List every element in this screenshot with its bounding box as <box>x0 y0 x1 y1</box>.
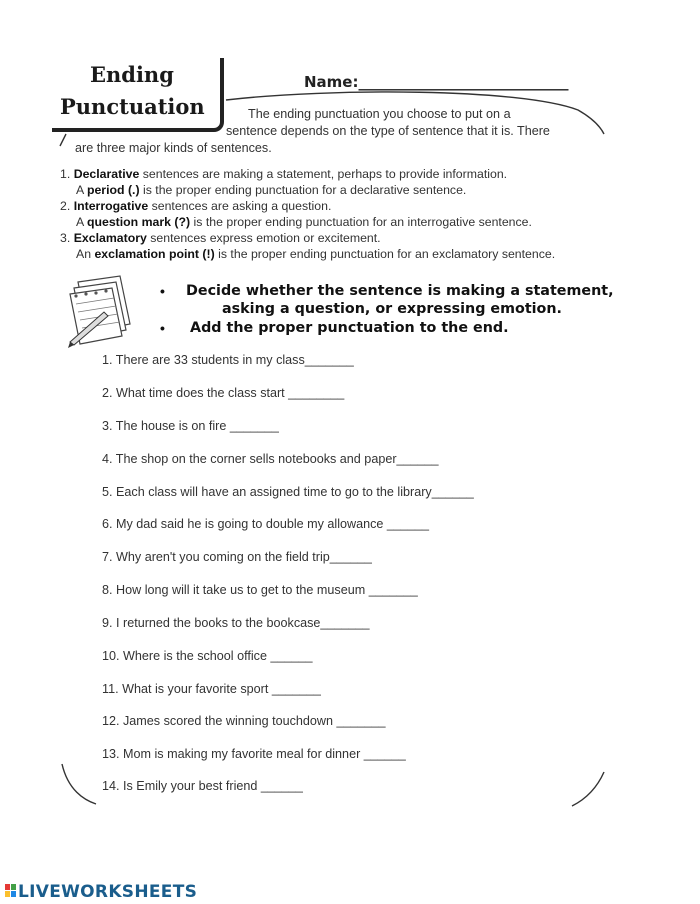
question-item[interactable]: 13. Mom is making my favorite meal for dinner ______ <box>102 747 406 761</box>
question-item[interactable]: 11. What is your favorite sport _______ <box>102 682 321 696</box>
liveworksheets-logo-icon <box>5 883 17 897</box>
instruction-line1: Decide whether the sentence is making a statement, <box>186 283 614 299</box>
question-item[interactable]: 1. There are 33 students in my class_______ <box>102 353 354 367</box>
question-item[interactable]: 8. How long will it take us to get to the museum _______ <box>102 583 418 597</box>
bullet-marker: • <box>160 320 165 336</box>
bullet-marker: • <box>160 283 165 299</box>
page-title-line1: Ending <box>90 62 174 87</box>
kind-post: is the proper ending punctuation for an interrogative sentence. <box>190 215 532 229</box>
intro-line3: are three major kinds of sentences. <box>75 141 272 155</box>
kind-desc: sentences are making a statement, perhaps to provide information. <box>139 167 508 181</box>
kind-pre: An <box>76 247 95 261</box>
page-title-line2: Punctuation <box>60 94 205 119</box>
kind-term: Exclamatory <box>73 231 147 245</box>
question-item[interactable]: 7. Why aren't you coming on the field trip______ <box>102 550 372 564</box>
question-item[interactable]: 10. Where is the school office ______ <box>102 649 313 663</box>
kind-post: is the proper ending punctuation for a declarative sentence. <box>139 183 467 197</box>
kind-number: 1. <box>60 167 71 181</box>
kind-term: Interrogative <box>73 199 149 213</box>
question-item[interactable]: 9. I returned the books to the bookcase_______ <box>102 616 370 630</box>
instruction-line3: Add the proper punctuation to the end. <box>190 320 509 336</box>
intro-line2: sentence depends on the type of sentence that it is. There <box>226 124 550 138</box>
kind-interrogative-mark <box>76 214 532 230</box>
intro-line1: The ending punctuation you choose to put on a <box>248 107 511 121</box>
kind-desc: sentences express emotion or excitement. <box>146 231 381 245</box>
kind-desc: sentences are asking a question. <box>148 199 332 213</box>
kind-number: 3. <box>60 231 71 245</box>
kind-term: Declarative <box>73 167 140 181</box>
question-item[interactable]: 3. The house is on fire _______ <box>102 419 279 433</box>
kind-interrogative <box>60 198 331 214</box>
liveworksheets-brand[interactable] <box>5 882 197 902</box>
question-item[interactable]: 12. James scored the winning touchdown _______ <box>102 714 386 728</box>
kind-mark: period (.) <box>86 183 140 197</box>
notepad-pencil-icon <box>64 272 146 348</box>
instruction-line2: asking a question, or expressing emotion. <box>222 301 562 317</box>
kind-declarative <box>60 166 507 182</box>
kind-exclamatory <box>60 230 381 246</box>
kind-pre: A <box>76 215 87 229</box>
question-item[interactable]: 4. The shop on the corner sells notebooks and paper______ <box>102 452 439 466</box>
kind-declarative-mark <box>76 182 466 198</box>
kind-number: 2. <box>60 199 71 213</box>
name-field[interactable]: Name:____________________________ <box>304 73 569 91</box>
kind-exclamatory-mark <box>76 246 555 262</box>
question-item[interactable]: 2. What time does the class start ________ <box>102 386 345 400</box>
brand-label: LIVEWORKSHEETS <box>18 882 198 902</box>
question-item[interactable]: 5. Each class will have an assigned time to go to the library______ <box>102 485 474 499</box>
question-item[interactable]: 6. My dad said he is going to double my allowance ______ <box>102 517 429 531</box>
kind-post: is the proper ending punctuation for an exclamatory sentence. <box>214 247 556 261</box>
kind-mark: exclamation point (!) <box>94 247 215 261</box>
question-item[interactable]: 14. Is Emily your best friend ______ <box>102 779 303 793</box>
kind-pre: A <box>76 183 87 197</box>
kind-mark: question mark (?) <box>86 215 191 229</box>
